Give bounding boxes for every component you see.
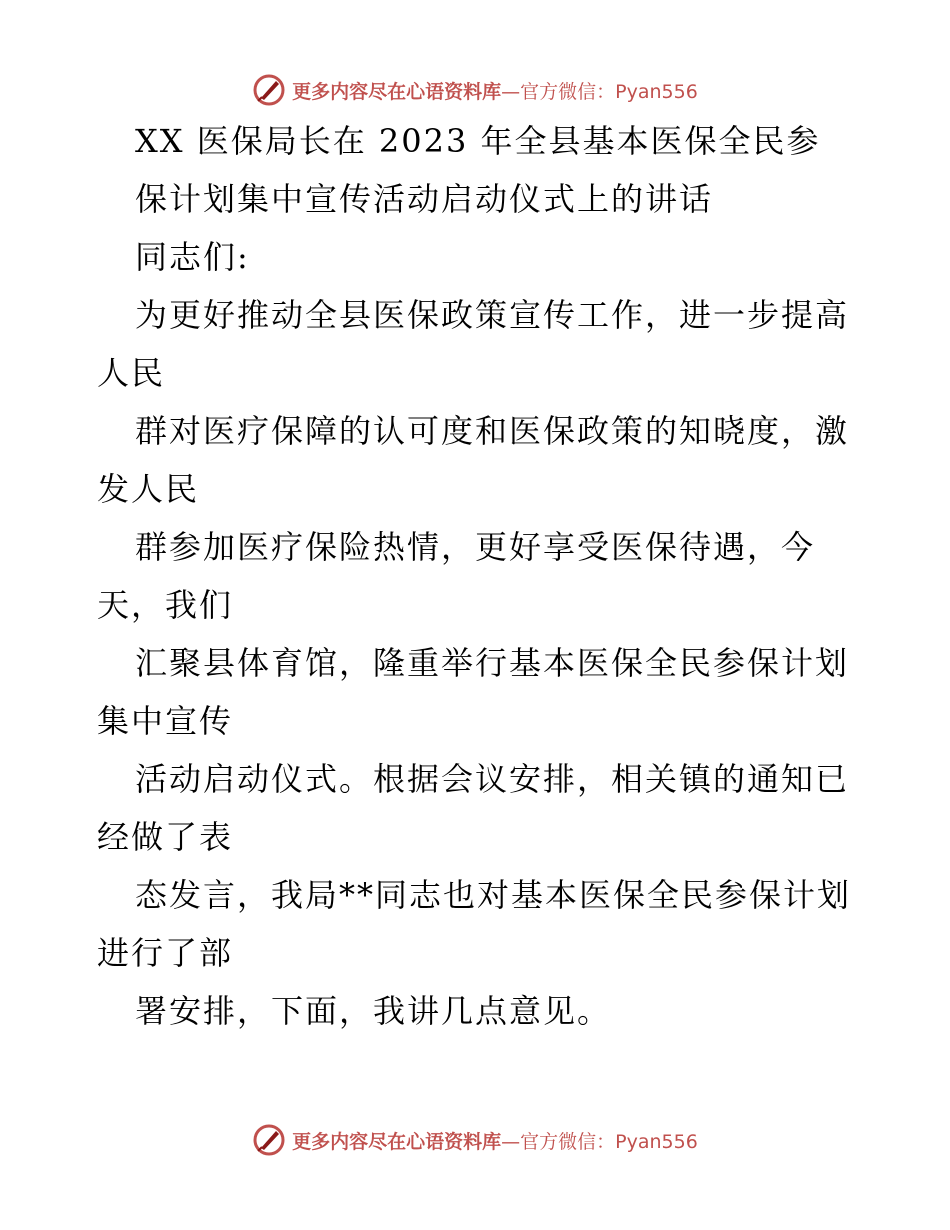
watermark-sub-text: —官方微信：Pyan556 [501, 80, 698, 103]
document-line: 态发言，我局**同志也对基本医保全民参保计划 [135, 876, 852, 914]
document-line: 为更好推动全县医保政策宣传工作，进一步提高 [135, 296, 850, 334]
document-line: 活动启动仪式。根据会议安排，相关镇的通知已 [135, 760, 850, 798]
document-line: 保计划集中宣传活动启动仪式上的讲话 [135, 180, 714, 218]
document-line: 天，我们 [97, 586, 234, 624]
document-line: 进行了部 [97, 934, 234, 972]
header-watermark [0, 70, 950, 110]
watermark-main-text: 更多内容尽在心语资料库 [292, 80, 502, 103]
document-line: 人民 [97, 354, 166, 392]
document-line: 汇聚县体育馆，隆重举行基本医保全民参保计划 [135, 644, 850, 682]
watermark-main-text: 更多内容尽在心语资料库 [292, 1130, 502, 1153]
document-line: 群参加医疗保险热情，更好享受医保待遇，今 [135, 528, 816, 566]
document-line: 署安排，下面，我讲几点意见。 [135, 992, 612, 1030]
footer-watermark [0, 1120, 950, 1160]
quill-logo-icon [252, 1123, 286, 1157]
watermark-sub-text: —官方微信：Pyan556 [501, 1130, 698, 1153]
document-line: 发人民 [97, 470, 200, 508]
document-line: 同志们: [135, 238, 250, 276]
watermark-text [292, 77, 698, 104]
document-line: 集中宣传 [97, 702, 234, 740]
document-line: 群对医疗保障的认可度和医保政策的知晓度，激 [135, 412, 850, 450]
document-line: 经做了表 [97, 818, 234, 856]
quill-logo-icon [252, 73, 286, 107]
speech-document [97, 122, 857, 1050]
document-line: XX 医保局长在 2023 年全县基本医保全民参 [135, 122, 821, 160]
watermark-text [292, 1127, 698, 1154]
